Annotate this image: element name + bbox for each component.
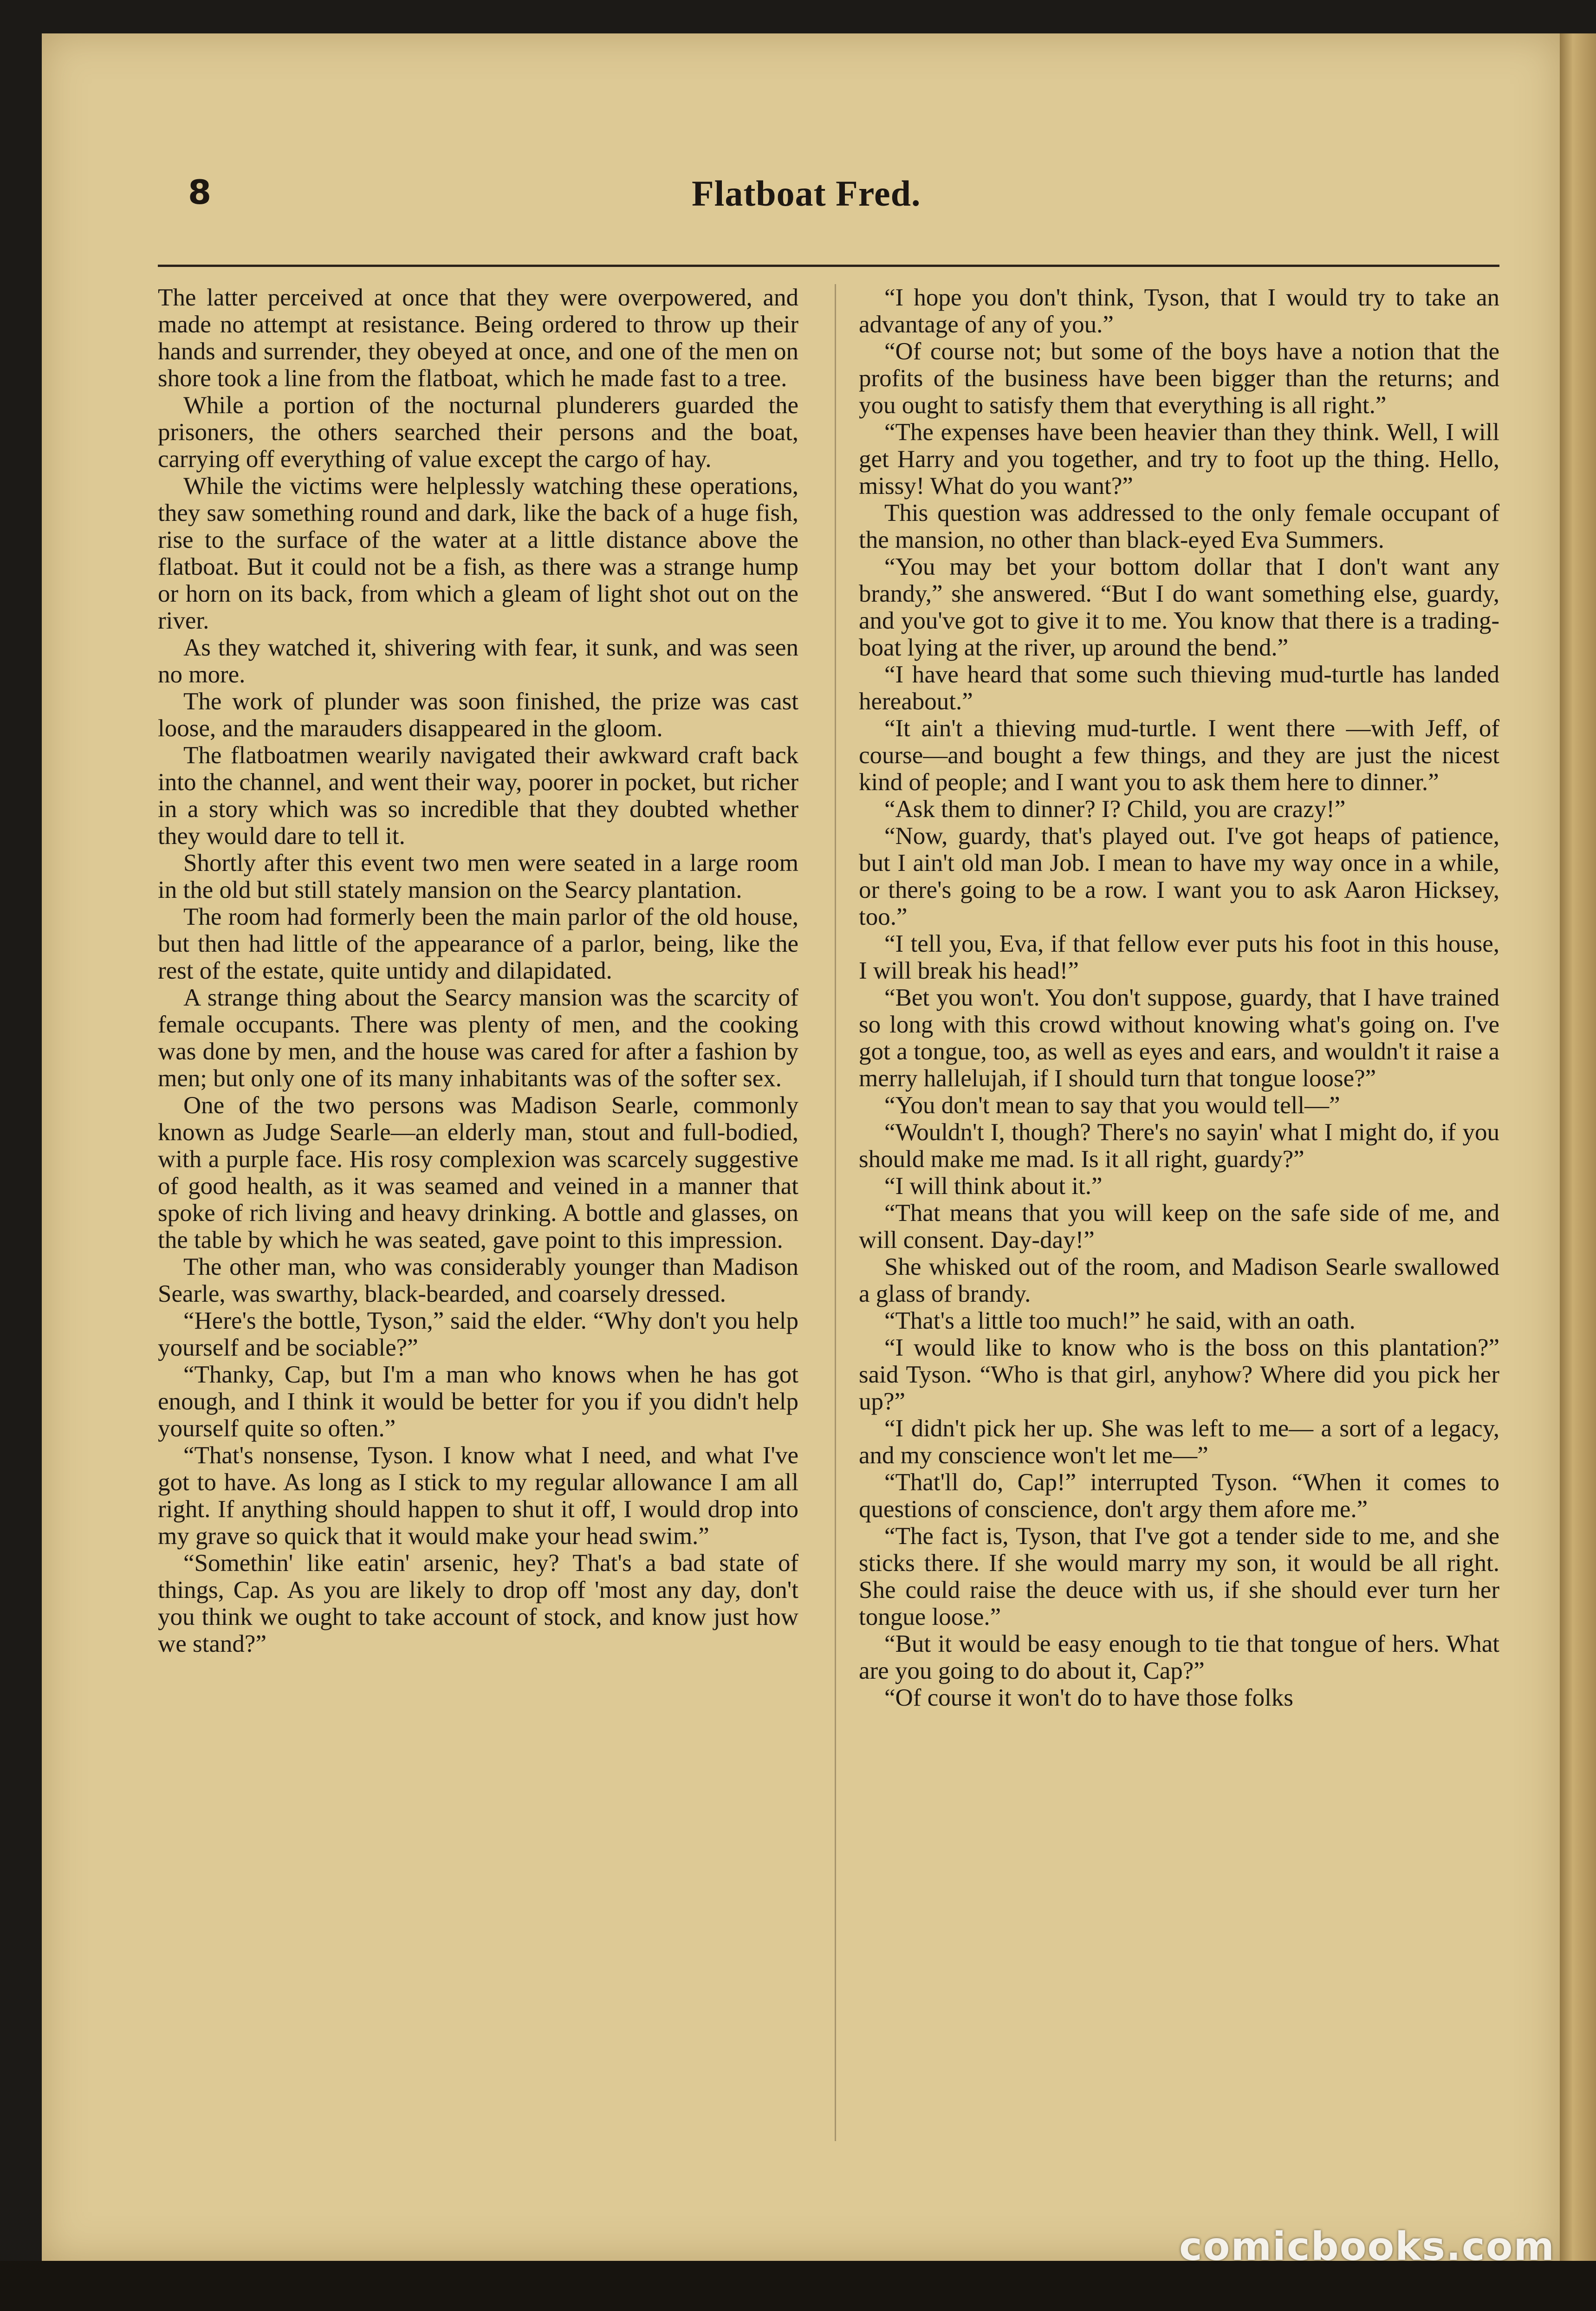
page-number: 8 [188,173,212,212]
paragraph: “I will think about it.” [884,1173,1103,1200]
paragraph: The latter perceived at once that they were overpowered, and made no attempt at resistance. Being ordered to throw up their hands and surrender, they obeyed at once, and one of the men on shore took a line from the flatboat, which he made fast to a tree. [158,284,798,392]
paragraph: As they watched it, shivering with fear, it sunk, and was seen no more. [158,634,798,688]
left-column [158,284,798,2211]
paragraph: “That'll do, Cap!” interrupted Tyson. “When it comes to questions of conscience, don't argy them afore me.” [859,1469,1499,1523]
running-title: Flatboat Fred. [692,173,921,214]
paragraph: While the victims were helplessly watching these operations, they saw something round and dark, like the back of a huge fish, rise to the surface of the water at a little distance above the flatboat. But it could not be a fish, as there was a strange hump or horn on its back, from which a gleam of light shot out on the river. [158,473,798,634]
paragraph: “I hope you don't think, Tyson, that I would try to take an advantage of any of you.” [859,284,1499,338]
paragraph: A strange thing about the Searcy mansion was the scarcity of female occupants. There was plenty of men, and the cooking was done by men, and the house was cared for after a fashion by men; but only one of its many inhabitants was of the softer sex. [158,984,798,1092]
paragraph: “But it would be easy enough to tie that tongue of hers. What are you going to do about it, Cap?” [859,1630,1499,1684]
paragraph: This question was addressed to the only female occupant of the mansion, no other than black-eyed Eva Summers. [859,500,1499,553]
magazine-page [42,33,1560,2262]
paragraph: “Somethin' like eatin' arsenic, hey? That's a bad state of things, Cap. As you are likely to drop off 'most any day, don't you think we ought to take account of stock, and know just how we stand?” [158,1550,798,1657]
paragraph: “Now, guardy, that's played out. I've got heaps of patience, but I ain't old man Job. I mean to have my way once in a while, or there's going to be a row. I want you to ask Aaron Hicksey, too.” [859,823,1499,930]
paragraph: “That's a little too much!” he said, with an oath. [884,1307,1356,1334]
paragraph: “That means that you will keep on the safe side of me, and will consent. Day-day!” [859,1200,1499,1253]
header-rule [158,265,1499,267]
page-edge-right [1557,33,1596,2276]
paragraph: One of the two persons was Madison Searle, commonly known as Judge Searle—an elderly man, stout and full-bodied, with a purple face. His rosy complexion was scarcely suggestive of good health, as it was seamed and veined in a manner that spoke of rich living and heavy drinking. A bottle and glasses, on the table by which he was seated, gave point to this impression. [158,1092,798,1253]
paragraph: The work of plunder was soon finished, the prize was cast loose, and the marauders disappeared in the gloom. [158,688,798,742]
paragraph: “Wouldn't I, though? There's no sayin' what I might do, if you should make me mad. Is it all right, guardy?” [859,1119,1499,1173]
watermark: comicbooks.com [1179,2224,1555,2269]
paragraph: “It ain't a thieving mud-turtle. I went there —with Jeff, of course—and bought a few things, and they are just the nicest kind of people; and I want you to ask them here to dinner.” [859,715,1499,796]
paragraph: “Bet you won't. You don't suppose, guardy, that I have trained so long with this crowd without knowing what's going on. I've got a tongue, too, as well as eyes and ears, and wouldn't it raise a merry hallelujah, if I should turn that tongue loose?” [859,984,1499,1092]
paragraph: “I have heard that some such thieving mud-turtle has landed hereabout.” [859,661,1499,715]
paragraph: “The fact is, Tyson, that I've got a tender side to me, and she sticks there. If she would marry my son, it would be all right. She could raise the deuce with us, if she should ever turn her tongue loose.” [859,1523,1499,1630]
paragraph: “You may bet your bottom dollar that I don't want any brandy,” she answered. “But I do want something else, guardy, and you've got to give it to me. You know that there is a trading-boat lying at the river, up around the bend.” [859,553,1499,661]
column-divider [835,284,836,2141]
paragraph: The other man, who was considerably younger than Madison Searle, was swarthy, black-bearded, and coarsely dressed. [158,1253,798,1307]
right-column [859,284,1499,2211]
paragraph: “You don't mean to say that you would tell—” [884,1092,1340,1119]
paragraph: “Of course it won't do to have those folks [884,1684,1293,1711]
paragraph: She whisked out of the room, and Madison Searle swallowed a glass of brandy. [859,1253,1499,1307]
paragraph: “I didn't pick her up. She was left to me— a sort of a legacy, and my conscience won't let me—” [859,1415,1499,1469]
paragraph: “The expenses have been heavier than they think. Well, I will get Harry and you together, and try to foot up the thing. Hello, missy! What do you want?” [859,419,1499,500]
paragraph: “Ask them to dinner? I? Child, you are crazy!” [884,796,1346,823]
paragraph: “Here's the bottle, Tyson,” said the elder. “Why don't you help yourself and be sociable?” [158,1307,798,1361]
paragraph: “That's nonsense, Tyson. I know what I need, and what I've got to have. As long as I stick to my regular allowance I am all right. If anything should happen to shut it off, I would drop into my grave so quick that it would make your head swim.” [158,1442,798,1550]
paragraph: “Thanky, Cap, but I'm a man who knows when he has got enough, and I think it would be better for you if you didn't help yourself quite so often.” [158,1361,798,1442]
paragraph: “I would like to know who is the boss on this plantation?” said Tyson. “Who is that girl, anyhow? Where did you pick her up?” [859,1334,1499,1415]
page-header [42,173,1560,228]
paragraph: While a portion of the nocturnal plunderers guarded the prisoners, the others searched their persons and the boat, carrying off everything of value except the cargo of hay. [158,392,798,473]
paragraph: Shortly after this event two men were seated in a large room in the old but still stately mansion on the Searcy plantation. [158,850,798,903]
paragraph: “Of course not; but some of the boys have a notion that the profits of the business have been bigger than the returns; and you ought to satisfy them that everything is all right.” [859,338,1499,419]
paragraph: “I tell you, Eva, if that fellow ever puts his foot in this house, I will break his head!” [859,930,1499,984]
paragraph: The room had formerly been the main parlor of the old house, but then had little of the appearance of a parlor, being, like the rest of the estate, quite untidy and dilapidated. [158,903,798,984]
paragraph: The flatboatmen wearily navigated their awkward craft back into the channel, and went their way, poorer in pocket, but richer in a story which was so incredible that they doubted whether they would dare to tell it. [158,742,798,850]
